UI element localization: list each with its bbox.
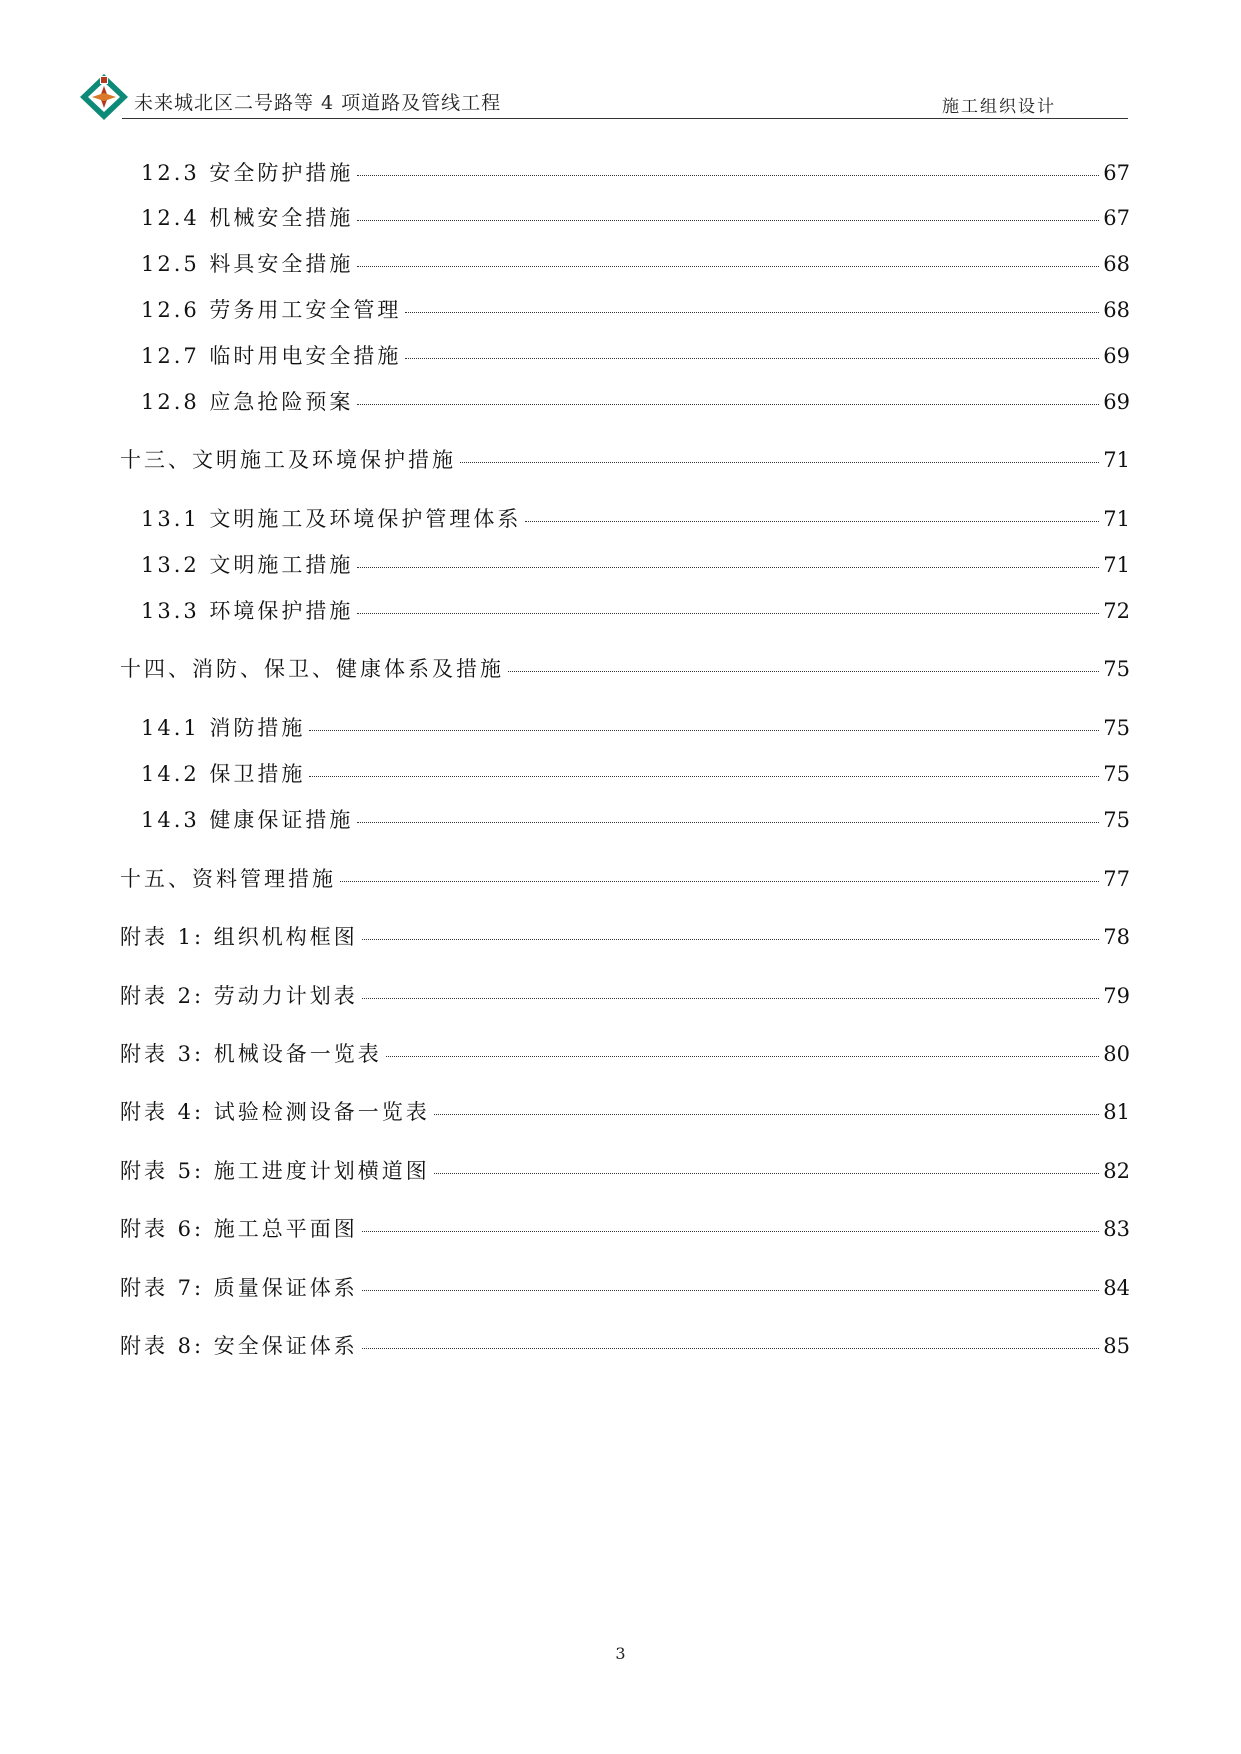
- toc-appendix[interactable]: [120, 982, 1130, 1010]
- toc-entry-label: 12.3 安全防护措施: [141, 161, 354, 185]
- toc-entry[interactable]: [141, 760, 1130, 788]
- toc-appendix-page: 82: [1103, 1159, 1130, 1183]
- toc-dot-leader: [434, 1114, 1099, 1115]
- toc-dot-leader: [357, 404, 1099, 405]
- toc-entry-page: 69: [1103, 344, 1130, 368]
- toc-appendix-label: 附表 6: 施工总平面图: [120, 1217, 358, 1241]
- toc-entry[interactable]: [141, 342, 1130, 370]
- toc-dot-leader: [309, 730, 1099, 731]
- toc-appendix-label: 附表 4: 试验检测设备一览表: [120, 1100, 430, 1124]
- toc-entry-page: 75: [1103, 716, 1130, 740]
- toc-dot-leader: [434, 1173, 1099, 1174]
- header-divider: [122, 118, 1128, 119]
- toc-dot-leader: [309, 776, 1099, 777]
- toc-entry-label: 12.8 应急抢险预案: [141, 390, 354, 414]
- toc-entry-label: 14.2 保卫措施: [141, 762, 306, 786]
- toc-entry[interactable]: [141, 388, 1130, 416]
- toc-appendix-page: 81: [1103, 1100, 1130, 1124]
- page-number: 3: [615, 1644, 626, 1663]
- toc-appendix-page: 84: [1103, 1276, 1130, 1300]
- toc-entry-page: 75: [1103, 762, 1130, 786]
- toc-appendix-page: 78: [1103, 925, 1130, 949]
- toc-entry[interactable]: [141, 597, 1130, 625]
- toc-entry-label: 12.7 临时用电安全措施: [141, 344, 402, 368]
- toc-entry[interactable]: [141, 296, 1130, 324]
- toc-dot-leader: [362, 1348, 1099, 1349]
- toc-dot-leader: [362, 1290, 1099, 1291]
- toc-dot-leader: [405, 312, 1099, 313]
- toc-appendix-page: 83: [1103, 1217, 1130, 1241]
- toc-dot-leader: [460, 462, 1099, 463]
- toc-dot-leader: [362, 939, 1099, 940]
- toc-appendix-label: 附表 3: 机械设备一览表: [120, 1042, 382, 1066]
- toc-chapter-page: 77: [1103, 867, 1130, 891]
- toc-dot-leader: [340, 881, 1099, 882]
- toc-appendix-page: 80: [1103, 1042, 1130, 1066]
- toc-chapter-label: 十四、消防、保卫、健康体系及措施: [120, 657, 504, 681]
- page-header: [78, 72, 1128, 122]
- toc-entry[interactable]: [141, 204, 1130, 232]
- toc-appendix-page: 85: [1103, 1334, 1130, 1358]
- toc-entry-label: 13.1 文明施工及环境保护管理体系: [141, 507, 522, 531]
- toc-appendix[interactable]: [120, 1332, 1130, 1360]
- toc-appendix[interactable]: [120, 1157, 1130, 1185]
- toc-chapter-label: 十三、文明施工及环境保护措施: [120, 448, 456, 472]
- toc-appendix-label: 附表 1: 组织机构框图: [120, 925, 358, 949]
- toc-dot-leader: [357, 220, 1099, 221]
- toc-appendix[interactable]: [120, 1098, 1130, 1126]
- toc-dot-leader: [386, 1056, 1099, 1057]
- toc-dot-leader: [362, 998, 1099, 999]
- toc-entry-page: 67: [1103, 206, 1130, 230]
- company-logo: [78, 72, 130, 122]
- toc-chapter[interactable]: [120, 655, 1130, 683]
- toc-entry[interactable]: [141, 159, 1130, 187]
- toc-chapter-page: 75: [1103, 657, 1130, 681]
- toc-dot-leader: [357, 822, 1099, 823]
- toc-dot-leader: [508, 671, 1099, 672]
- toc-dot-leader: [357, 613, 1099, 614]
- toc-entry-page: 72: [1103, 599, 1130, 623]
- document-type: 施工组织设计: [942, 97, 1056, 117]
- toc-appendix-label: 附表 8: 安全保证体系: [120, 1334, 358, 1358]
- toc-entry-label: 14.1 消防措施: [141, 716, 306, 740]
- toc-appendix[interactable]: [120, 1274, 1130, 1302]
- toc-entry-page: 75: [1103, 808, 1130, 832]
- toc-entry-label: 12.6 劳务用工安全管理: [141, 298, 402, 322]
- toc-appendix[interactable]: [120, 1215, 1130, 1243]
- toc-appendix-label: 附表 5: 施工进度计划横道图: [120, 1159, 430, 1183]
- toc-chapter-page: 71: [1103, 448, 1130, 472]
- toc-entry[interactable]: [141, 806, 1130, 834]
- toc-entry[interactable]: [141, 551, 1130, 579]
- toc-dot-leader: [357, 567, 1099, 568]
- document-title: 未来城北区二号路等 4 项道路及管线工程: [134, 92, 502, 114]
- toc-dot-leader: [525, 521, 1099, 522]
- toc-entry-label: 12.4 机械安全措施: [141, 206, 354, 230]
- toc-entry[interactable]: [141, 250, 1130, 278]
- toc-chapter[interactable]: [120, 446, 1130, 474]
- toc-appendix-page: 79: [1103, 984, 1130, 1008]
- toc-appendix[interactable]: [120, 923, 1130, 951]
- toc-appendix-label: 附表 7: 质量保证体系: [120, 1276, 358, 1300]
- toc-entry-label: 13.3 环境保护措施: [141, 599, 354, 623]
- toc-dot-leader: [357, 175, 1099, 176]
- toc-dot-leader: [362, 1231, 1099, 1232]
- toc-entry-page: 68: [1103, 298, 1130, 322]
- toc-entry-page: 71: [1103, 507, 1130, 531]
- toc-chapter-label: 十五、资料管理措施: [120, 867, 336, 891]
- toc-entry-label: 12.5 料具安全措施: [141, 252, 354, 276]
- toc-entry-label: 13.2 文明施工措施: [141, 553, 354, 577]
- toc-entry-label: 14.3 健康保证措施: [141, 808, 354, 832]
- toc-dot-leader: [357, 266, 1099, 267]
- toc-dot-leader: [405, 358, 1099, 359]
- toc-appendix-label: 附表 2: 劳动力计划表: [120, 984, 358, 1008]
- toc-appendix[interactable]: [120, 1040, 1130, 1068]
- toc-entry-page: 71: [1103, 553, 1130, 577]
- toc-entry-page: 67: [1103, 161, 1130, 185]
- toc-entry-page: 69: [1103, 390, 1130, 414]
- toc-entry[interactable]: [141, 714, 1130, 742]
- toc-entry[interactable]: [141, 505, 1130, 533]
- toc-entry-page: 68: [1103, 252, 1130, 276]
- toc-chapter[interactable]: [120, 865, 1130, 893]
